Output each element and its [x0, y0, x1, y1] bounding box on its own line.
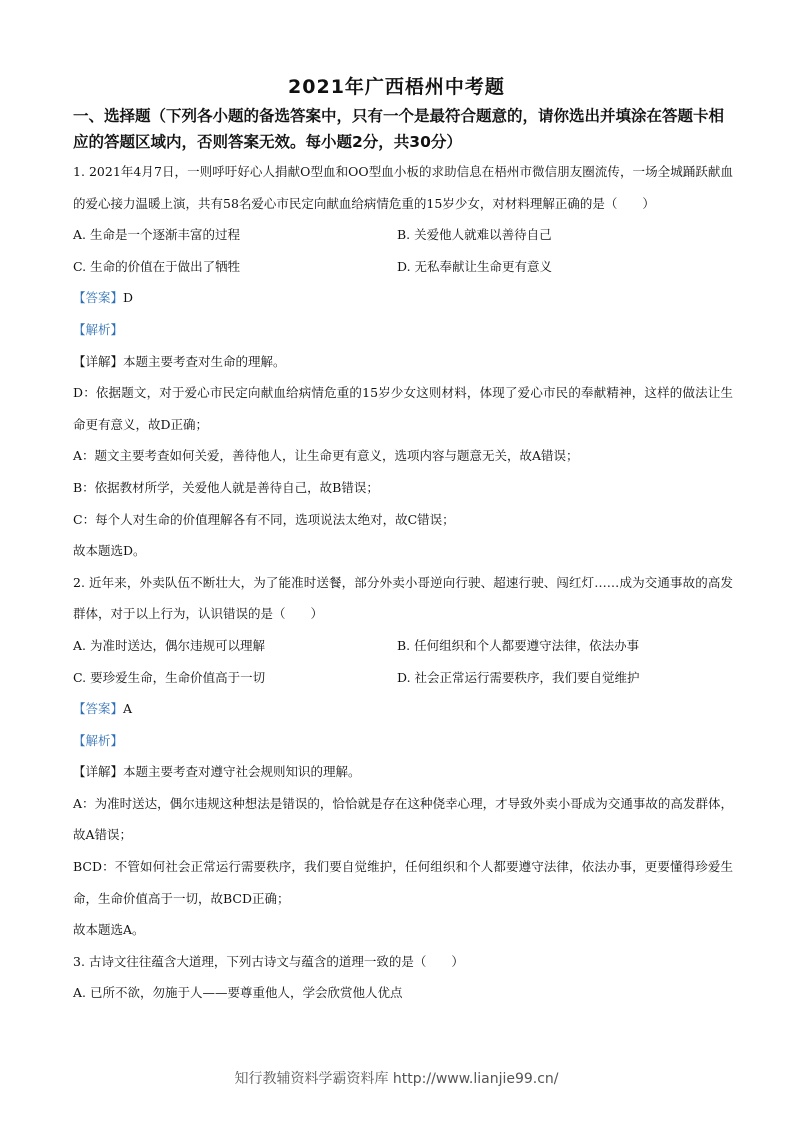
q2-option-c: C. 要珍爱生命，生命价值高于一切 — [73, 669, 266, 685]
section-heading: 一、选择题（下列各小题的备选答案中，只有一个是最符合题意的，请你选出并填涂在答题卡相应的答题区域内，否则答案无效。每小题2分，共30分） — [73, 107, 725, 151]
footer-watermark[interactable]: 知行教辅资料学霸资料库 http://www.lianjie99.cn/ — [234, 1071, 559, 1087]
q1-detail: 本题主要考查对生命的理解。 — [123, 353, 286, 369]
q2-answer-tag: 【答案】 — [73, 701, 124, 717]
q2-option-d: D. 社会正常运行需要秩序，我们要自觉维护 — [397, 669, 640, 685]
q2-answer-line — [73, 693, 733, 725]
q2-analysis-tag: 【解析】 — [73, 732, 124, 748]
q2-option-b: B. 任何组织和个人都要遵守法律，依法办事 — [397, 637, 640, 653]
q2-conclusion: 故本题选A。 — [73, 922, 145, 938]
q1-option-b: B. 关爱他人就难以善待自己 — [397, 227, 552, 243]
q1-detail-tag: 【详解】 — [73, 353, 124, 369]
q1-options-row-1 — [73, 219, 733, 251]
q2-answer: A — [123, 701, 133, 717]
q1-option-a: A. 生命是一个逐渐丰富的过程 — [73, 227, 240, 243]
q2-explanation-bcd: BCD：不管如何社会正常运行需要秩序，我们要自觉维护，任何组织和个人都要遵守法律，依法办事，更要懂得珍爱生命，生命价值高于一切，故BCD正确； — [73, 859, 733, 906]
q1-explanation-b: B：依据教材所学，关爱他人就是善待自己，故B错误； — [73, 479, 379, 495]
q1-stem: 1. 2021年4月7日，一则呼吁好心人捐献O型血和OO型血小板的求助信息在梧州市微信朋友圈流传，一场全城踊跃献血的爱心接力温暖上演，共有58名爱心市民定向献血给病情危重的15岁少女，对材料理解正确的是（ ） — [73, 164, 733, 211]
q2-detail-tag: 【详解】 — [73, 764, 124, 780]
q1-option-d: D. 无私奉献让生命更有意义 — [397, 258, 553, 274]
q2-detail: 本题主要考查对遵守社会规则知识的理解。 — [123, 764, 361, 780]
q1-option-c: C. 生命的价值在于做出了牺牲 — [73, 258, 241, 274]
q1-explanation-c: C：每个人对生命的价值理解各有不同，选项说法太绝对，故C错误； — [73, 511, 455, 527]
q1-conclusion: 故本题选D。 — [73, 543, 146, 559]
q1-answer-tag: 【答案】 — [73, 290, 124, 306]
q1-options-row-2 — [73, 251, 733, 283]
q1-analysis-tag: 【解析】 — [73, 321, 124, 337]
q2-explanation-a: A：为准时送达，偶尔违规这种想法是错误的，恰恰就是存在这种侥幸心理，才导致外卖小哥成为交通事故的高发群体，故A错误； — [73, 795, 733, 843]
page-title: 2021年广西梧州中考题 — [288, 76, 505, 98]
q1-answer: D — [123, 290, 134, 306]
q1-answer-line — [73, 282, 733, 314]
q2-options-row-1 — [73, 630, 733, 662]
q2-stem: 2. 近年来，外卖队伍不断壮大，为了能准时送餐，部分外卖小哥逆向行驶、超速行驶、闯红灯……成为交通事故的高发群体，对于以上行为，认识错误的是（ ） — [73, 574, 733, 622]
q2-option-a: A. 为准时送达，偶尔违规可以理解 — [73, 637, 265, 653]
q3-option-a: A. 已所不欲，勿施于人——要尊重他人，学会欣赏他人优点 — [73, 985, 403, 1001]
q1-explanation-a: A：题文主要考查如何关爱，善待他人，让生命更有意义，选项内容与题意无关，故A错误； — [73, 448, 579, 464]
q3-stem: 3. 古诗文往往蕴含大道理，下列古诗文与蕴含的道理一致的是（ ） — [73, 953, 464, 969]
q2-detail-line — [73, 756, 733, 788]
q1-detail-line — [73, 346, 733, 378]
q2-options-row-2 — [73, 662, 733, 694]
q1-explanation-d: D：依据题文，对于爱心市民定向献血给病情危重的15岁少女这则材料，体现了爱心市民的奉献精神，这样的做法让生命更有意义，故D正确； — [73, 385, 733, 432]
question-content — [73, 156, 733, 1009]
